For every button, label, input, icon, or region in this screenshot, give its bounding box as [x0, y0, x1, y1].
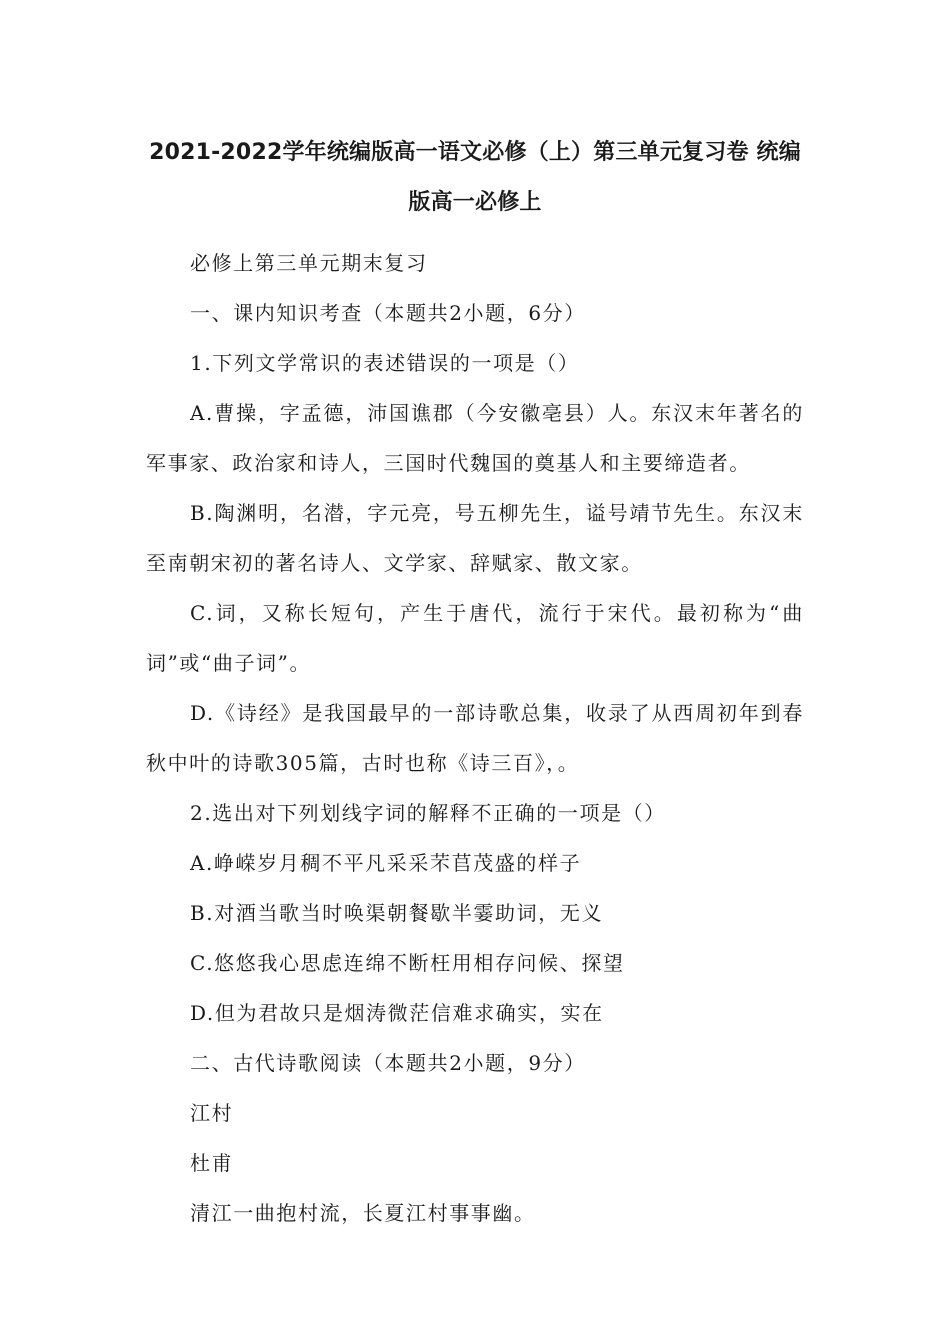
document-title	[146, 128, 804, 228]
question-2-option-d: D.但为君故只是烟涛微茫信难求确实，实在	[190, 1001, 604, 1025]
question-2-option-a: A.峥嵘岁月稠不平凡采采芣苢茂盛的样子	[190, 851, 582, 875]
title-line-1: 2021-2022学年统编版高一语文必修（上）第三单元复习卷 统编	[149, 140, 801, 165]
poem-title: 江村	[190, 1101, 234, 1125]
question-2-option-b: B.对酒当歌当时唤渠朝餐歇半霎助词，无义	[190, 901, 604, 925]
question-1-option-c: C.词，又称长短句，产生于唐代，流行于宋代。最初称为“曲词”或“曲子词”。	[146, 601, 804, 675]
question-2-option-c: C.悠悠我心思虑连绵不断枉用相存问候、探望	[190, 951, 625, 975]
question-1: 1.下列文学常识的表述错误的一项是（）	[190, 351, 580, 375]
poem-author: 杜甫	[190, 1151, 234, 1175]
question-1-option-b: B.陶渊明，名潜，字元亮，号五柳先生，谥号靖节先生。东汉末至南朝宋初的著名诗人、文学家、辞赋家、散文家。	[146, 501, 804, 575]
section-heading: 必修上第三单元期末复习	[190, 251, 428, 275]
question-1-option-a: A.曹操，字孟德，沛国谯郡（今安徽亳县）人。东汉末年著名的军事家、政治家和诗人，三国时代魏国的奠基人和主要缔造者。	[146, 401, 804, 475]
question-2: 2.选出对下列划线字词的解释不正确的一项是（）	[190, 801, 666, 825]
question-1-option-d: D.《诗经》是我国最早的一部诗歌总集，收录了从西周初年到春秋中叶的诗歌305篇，古时也称《诗三百》，。	[146, 701, 804, 775]
part-two-heading: 二、古代诗歌阅读（本题共2小题，9分）	[190, 1051, 586, 1075]
title-line-2: 版高一必修上	[408, 190, 542, 215]
poem-line: 清江一曲抱村流，长夏江村事事幽。	[190, 1201, 536, 1225]
part-one-heading: 一、课内知识考查（本题共2小题，6分）	[190, 301, 586, 325]
